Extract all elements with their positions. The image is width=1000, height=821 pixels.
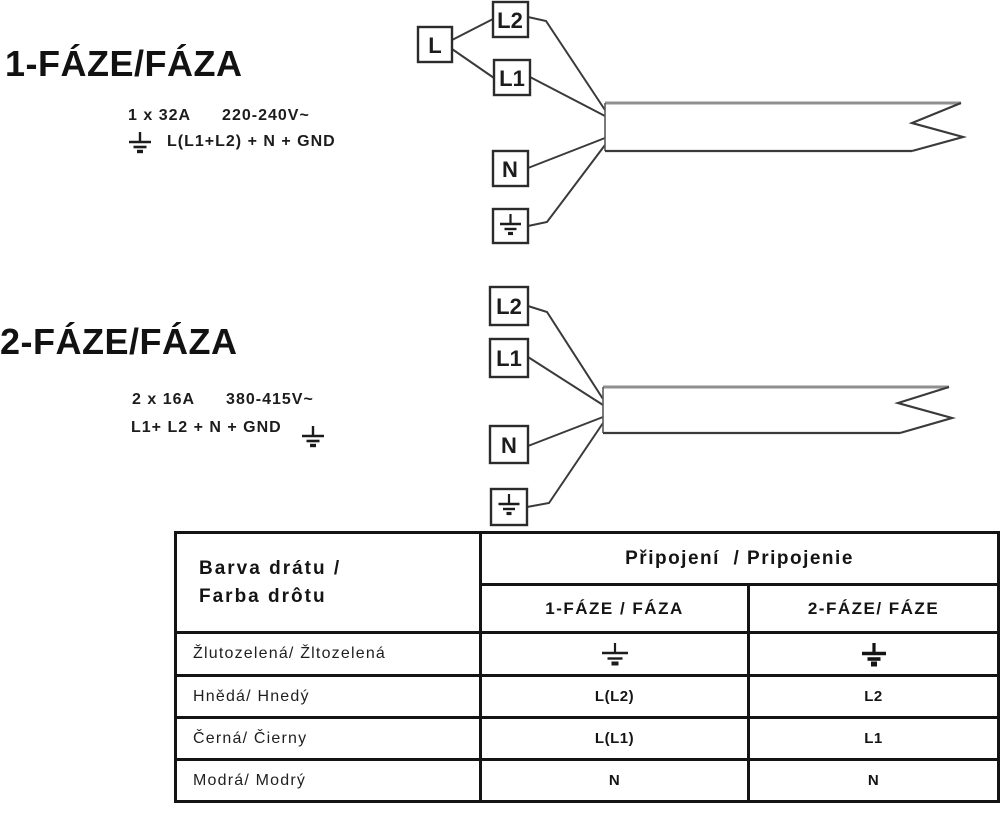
- wire-color-cell: Hnědá/ Hnedý: [176, 676, 481, 718]
- cable-break-zigzag: [898, 387, 952, 433]
- wire-color-header-line2: Farba drôtu: [199, 585, 327, 607]
- wiring-diagram-2phase: [0, 278, 1000, 528]
- cable-break-zigzag: [912, 103, 963, 151]
- terminal-label-n: N: [502, 157, 518, 182]
- section-2-voltage-rating: 380-415V~: [226, 391, 314, 408]
- section-1-title: 1-FÁZE/FÁZA: [5, 43, 243, 84]
- terminal-label-l2: L2: [496, 294, 522, 319]
- earth-icon-bold: [858, 641, 890, 668]
- phase1-value-cell: N: [481, 760, 749, 802]
- table-row: [176, 718, 999, 760]
- wire-n-to-cable: [528, 138, 605, 168]
- phase1-value-cell: L(L1): [481, 718, 749, 760]
- wire-ground-to-cable: [528, 145, 605, 226]
- table-row: [176, 633, 999, 676]
- phase1-value-cell: L(L2): [481, 676, 749, 718]
- table-row: [176, 676, 999, 718]
- section-1-current-rating: 1 x 32A: [128, 107, 192, 124]
- wiring-table: [174, 531, 1000, 803]
- terminal-label-n: N: [501, 433, 517, 458]
- phase2-header-cell: 2-FÁZE/ FÁZE: [749, 585, 999, 633]
- wire-l-to-l1: [452, 49, 494, 78]
- terminal-label-l1: L1: [496, 346, 522, 371]
- terminal-label-l2: L2: [497, 8, 523, 33]
- phase2-value-cell: L2: [749, 676, 999, 718]
- section-2-wiring-formula: L1+ L2 + N + GND: [131, 419, 282, 436]
- phase2-value-cell: [749, 633, 999, 676]
- phase2-value-cell: L1: [749, 718, 999, 760]
- wire-color-cell: Modrá/ Modrý: [176, 760, 481, 802]
- terminal-label-l: L: [428, 33, 442, 58]
- wire-l1-to-cable: [530, 77, 605, 116]
- phase1-header-cell: 1-FÁZE / FÁZA: [481, 585, 749, 633]
- wire-color-header-line1: Barva drátu /: [199, 557, 342, 579]
- phase2-value-cell: N: [749, 760, 999, 802]
- section-1-voltage-rating: 220-240V~: [222, 107, 310, 124]
- section-2-current-rating: 2 x 16A: [132, 391, 196, 408]
- wire-l-to-l2: [452, 19, 493, 40]
- wire-color-header-cell: [176, 533, 481, 633]
- wire-n-to-cable: [528, 417, 603, 446]
- wiring-diagram-1phase: [0, 0, 1000, 262]
- terminal-label-l1: L1: [499, 66, 525, 91]
- table-header-row-1: [176, 533, 999, 585]
- wire-l2-to-cable: [528, 306, 603, 399]
- connection-header-cell: Připojení / Pripojenie: [481, 533, 999, 585]
- phase1-value-cell: [481, 633, 749, 676]
- table-row: [176, 760, 999, 802]
- wire-color-cell: Černá/ Čierny: [176, 718, 481, 760]
- earth-icon: [599, 641, 631, 668]
- section-2-title: 2-FÁZE/FÁZA: [0, 321, 238, 362]
- wire-ground-to-cable: [527, 423, 603, 507]
- wire-color-cell: Žlutozelená/ Žltozelená: [176, 633, 481, 676]
- section-1-wiring-formula: L(L1+L2) + N + GND: [167, 133, 336, 150]
